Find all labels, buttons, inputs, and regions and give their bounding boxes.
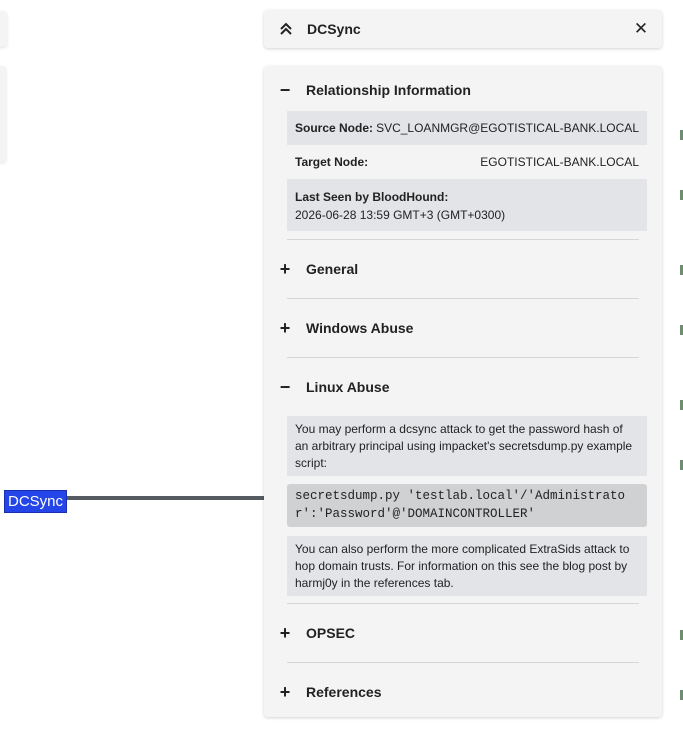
- collapse-icon: −: [279, 377, 291, 397]
- left-panel-fragment-2: [0, 66, 6, 162]
- section-title: OPSEC: [306, 625, 356, 641]
- panel-title: DCSync: [307, 21, 361, 37]
- divider: [287, 239, 639, 240]
- section-general[interactable]: [264, 258, 662, 280]
- left-panel-fragment: [0, 11, 7, 47]
- chevron-double-up-icon[interactable]: [277, 20, 295, 38]
- expand-icon: +: [279, 259, 291, 279]
- linux-abuse-code[interactable]: secretsdump.py 'testlab.local'/'Administrator':'Password'@'DOMAINCONTROLLER': [287, 484, 647, 527]
- last-seen-value: 2026-06-28 13:59 GMT+3 (GMT+0300): [295, 208, 506, 222]
- expand-icon: +: [279, 623, 291, 643]
- source-node-row: [287, 111, 647, 145]
- last-seen-label: Last Seen by BloodHound:: [295, 190, 449, 204]
- source-node-value[interactable]: SVC_LOANMGR@EGOTISTICAL-BANK.LOCAL: [376, 121, 639, 135]
- linux-abuse-extrasids-note: You can also perform the more complicated ExtraSids attack to hop domain trusts. For information on this see the blog post by harmj0y in the references tab.: [287, 536, 647, 596]
- section-title: Relationship Information: [306, 82, 471, 98]
- source-node-label: Source Node:: [295, 121, 374, 135]
- divider: [287, 603, 639, 604]
- entity-panel-header: [264, 10, 662, 48]
- expand-icon: +: [279, 318, 291, 338]
- collapse-icon: −: [279, 80, 291, 100]
- section-title: Linux Abuse: [306, 379, 390, 395]
- section-linux-abuse[interactable]: [264, 376, 662, 398]
- close-icon[interactable]: ✕: [633, 19, 649, 38]
- section-title: General: [306, 261, 359, 277]
- section-opsec[interactable]: [264, 622, 662, 644]
- section-title: Windows Abuse: [306, 320, 414, 336]
- divider: [287, 357, 639, 358]
- last-seen-row: [287, 179, 647, 231]
- section-windows-abuse[interactable]: [264, 317, 662, 339]
- target-node-row: [287, 145, 647, 179]
- divider: [287, 662, 639, 663]
- linux-abuse-description: You may perform a dcsync attack to get the password hash of an arbitrary principal using impacket's secretsdump.py example script:: [287, 416, 647, 476]
- expand-icon: +: [279, 682, 291, 702]
- target-node-label: Target Node:: [295, 155, 369, 169]
- section-references[interactable]: [264, 681, 662, 703]
- entity-panel-body: [264, 66, 662, 717]
- graph-edge-label[interactable]: DCSync: [4, 490, 67, 513]
- section-title: References: [306, 684, 382, 700]
- section-relationship-information[interactable]: [264, 79, 662, 101]
- divider: [287, 298, 639, 299]
- target-node-value[interactable]: EGOTISTICAL-BANK.LOCAL: [480, 155, 639, 169]
- graph-edge-line[interactable]: [66, 496, 264, 500]
